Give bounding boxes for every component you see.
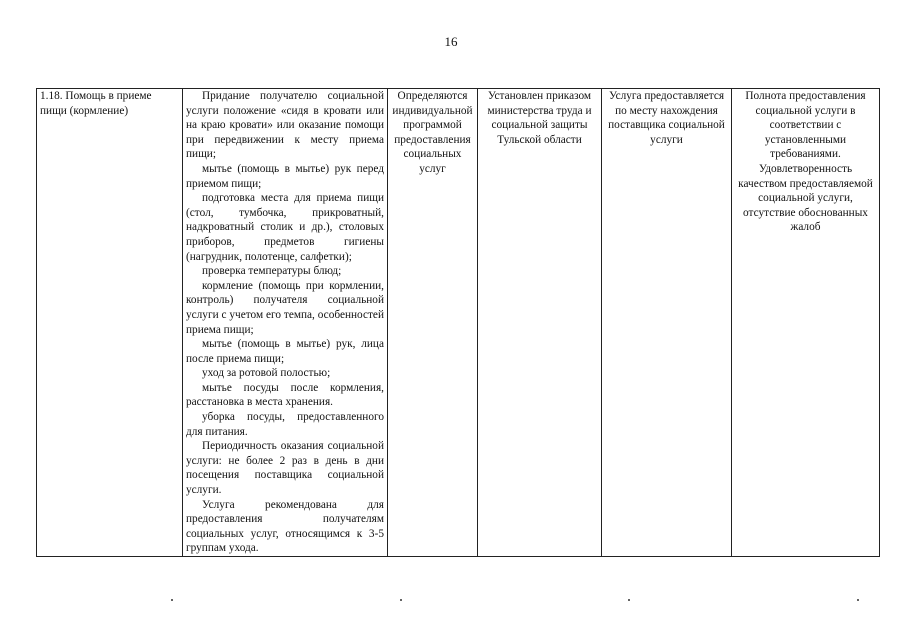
scan-speck xyxy=(171,599,173,601)
service-tariff-cell: Установлен приказом министерства труда и социальной защиты Тульской области xyxy=(478,89,602,557)
content-paragraph: проверка температуры блюд; xyxy=(202,265,342,278)
service-terms-cell: Услуга предоставляется по месту нахождения поставщика социальной услуги xyxy=(602,89,732,557)
social-services-table xyxy=(36,88,880,557)
content-paragraph: кормление (помощь при кормлении, контроль) получателя социальной услуги с учетом его темпа, особенностей приема пищи; xyxy=(186,279,384,336)
table-row xyxy=(37,89,880,557)
scan-speck xyxy=(628,599,630,601)
service-quality-cell: Полнота предоставления социальной услуги в соответствии с установленными требованиями. Удовлетворенность качеством предоставляемой социальной услуги, отсутствие обоснованных жалоб xyxy=(732,89,880,557)
scan-speck xyxy=(400,599,402,601)
content-paragraph: мытье (помощь в мытье) рук перед приемом пищи; xyxy=(186,162,384,190)
content-paragraph: мытье посуды после кормления, расстановка в места хранения. xyxy=(186,381,384,409)
service-name-cell: 1.18. Помощь в приеме пищи (кормление) xyxy=(37,89,183,557)
content-paragraph: Придание получателю социальной услуги положение «сидя в кровати или на краю кровати» или оказание помощи при передвижении к месту приема пищи; xyxy=(186,90,384,161)
content-paragraph: уход за ротовой полостью; xyxy=(202,367,331,380)
content-paragraph: уборка посуды, предоставленного для питания. xyxy=(186,411,384,438)
content-paragraph: Периодичность оказания социальной услуги: не более 2 раз в день в дни посещения поставщика социальной услуги. xyxy=(186,440,384,497)
service-content-cell xyxy=(183,89,388,557)
content-paragraph: Услуга рекомендована для предоставления получателям социальных услуг, относящимся к 3-5 группам ухода. xyxy=(186,498,384,555)
content-paragraph: подготовка места для приема пищи (стол, тумбочка, прикроватный, надкроватный столик и др.), столовых приборов, предметов гигиены (нагрудник, полотенце, салфетки); xyxy=(186,192,384,263)
page-number: 16 xyxy=(444,34,458,49)
scan-speck xyxy=(857,599,859,601)
content-paragraph: мытье (помощь в мытье) рук, лица после приема пищи; xyxy=(186,338,384,365)
service-volume-cell: Определяются индивидуальной программой предоставления социальных услуг xyxy=(388,89,478,557)
